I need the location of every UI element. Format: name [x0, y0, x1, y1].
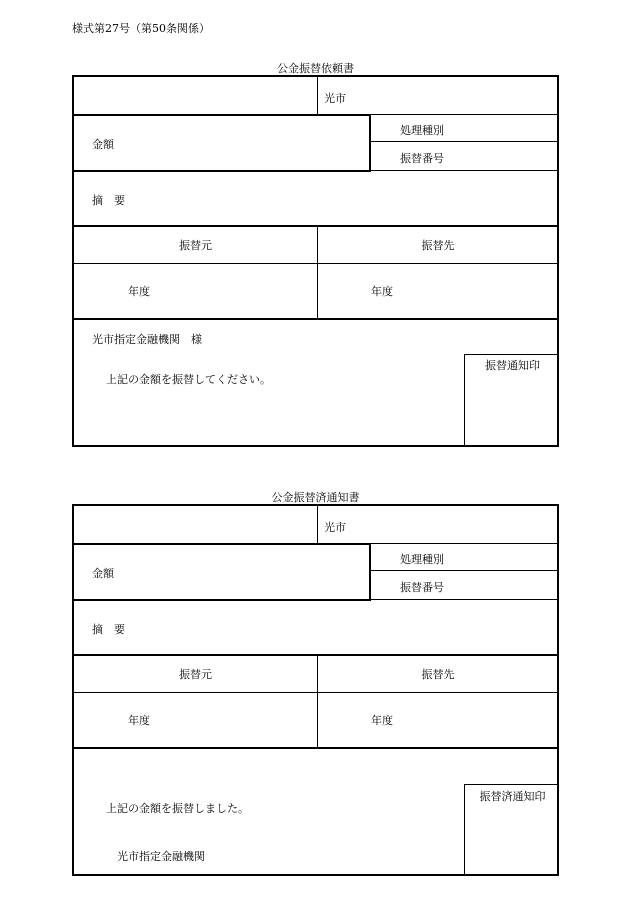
- form1-summary-bottom: [74, 225, 557, 227]
- form1-type-line: [371, 141, 557, 142]
- form2-stamp-label: 振替済通知印: [479, 790, 546, 803]
- form2-transfer-number-label: 振替番号: [400, 581, 444, 594]
- form2-amount-bottom: [74, 599, 371, 601]
- form2-type-bottom: [371, 599, 557, 600]
- form1-addressee: 光市指定金融機関 様: [92, 333, 202, 346]
- form1-top-divider: [317, 77, 318, 114]
- form-number: 様式第27号（第50条関係）: [72, 22, 210, 35]
- form2-top-divider: [317, 506, 318, 543]
- form2-amount-top: [74, 543, 370, 545]
- form2-amount-label: 金額: [92, 567, 114, 580]
- form1-message: 上記の金額を振替してください。: [106, 373, 271, 386]
- form1-summary-label: 摘 要: [92, 194, 125, 207]
- form1-to-year: 年度: [371, 285, 393, 298]
- form2-from-year: 年度: [128, 714, 150, 727]
- form2-stamp-box: [464, 784, 559, 876]
- form1-title: 公金振替依頼書: [277, 62, 354, 75]
- form2-frame: [72, 504, 559, 876]
- form1-amount-label: 金額: [92, 138, 114, 151]
- form1-city: 光市: [324, 92, 346, 105]
- form1-stamp-label: 振替通知印: [485, 359, 540, 372]
- form2-city: 光市: [324, 521, 346, 534]
- form2-summary-bottom: [74, 654, 557, 656]
- form2-message: 上記の金額を振替しました。: [106, 802, 249, 815]
- form2-to-label: 振替先: [421, 668, 455, 681]
- form1-processing-type-label: 処理種別: [400, 124, 444, 137]
- form1-year-bottom: [74, 318, 557, 320]
- form2-title: 公金振替済通知書: [271, 491, 360, 504]
- form1-stamp-box: [464, 354, 559, 447]
- form1-to-label: 振替先: [421, 239, 455, 252]
- form1-from-year: 年度: [128, 285, 150, 298]
- form2-from-label: 振替元: [179, 668, 212, 681]
- form2-type-line: [371, 570, 557, 571]
- form1-amount-top: [74, 114, 370, 116]
- form1-type-bottom: [371, 170, 557, 171]
- form2-to-year: 年度: [371, 714, 393, 727]
- form1-frame: [72, 75, 559, 447]
- form1-amount-bottom: [74, 170, 371, 172]
- form2-year-bottom: [74, 747, 557, 749]
- form1-amount-right: [369, 114, 371, 172]
- form2-amount-right: [369, 543, 371, 601]
- form2-signature: 光市指定金融機関: [117, 850, 205, 863]
- form1-fromto-line: [74, 263, 557, 264]
- form2-summary-label: 摘 要: [92, 623, 125, 636]
- form1-from-label: 振替元: [179, 239, 212, 252]
- form2-fromto-line: [74, 692, 557, 693]
- form1-transfer-number-label: 振替番号: [400, 152, 444, 165]
- form2-processing-type-label: 処理種別: [400, 553, 444, 566]
